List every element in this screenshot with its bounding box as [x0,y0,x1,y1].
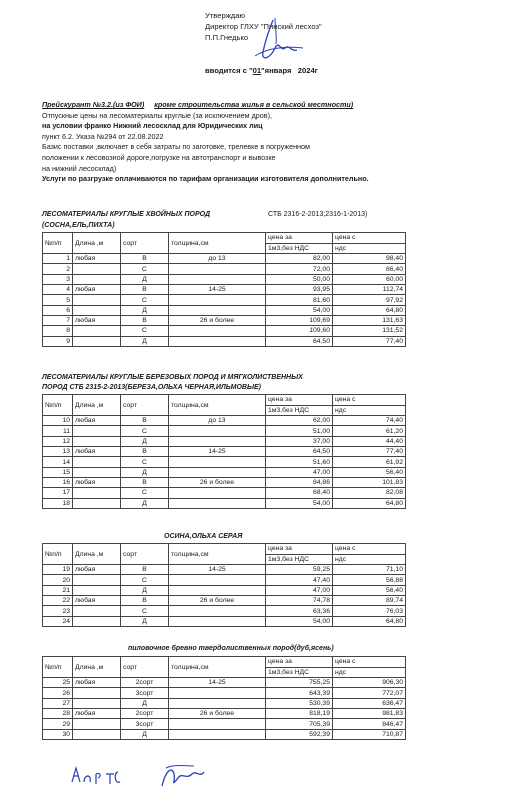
row-length [73,426,121,436]
row-number: 15 [43,467,73,477]
table-row [43,477,406,487]
table-row [43,488,406,498]
row-price-vat: 56,88 [333,575,406,585]
row-length [73,467,121,477]
table-row [43,315,406,325]
row-grade: В [121,416,169,426]
header-line-5: положении к лесовозной дороге,погрузке на автотранспорт и вывозке [42,152,276,162]
price-list-header [42,100,502,185]
table-row [43,285,406,295]
row-length: любая [73,477,121,487]
table-header-row [43,395,406,406]
row-number: 14 [43,457,73,467]
row-thickness: 26 и более [169,709,266,719]
table-row [43,709,406,719]
row-thickness: 26 и более [169,477,266,487]
section-4-title: пиловочное бревно твердолиственных пород(дуб,ясень) [128,645,334,652]
row-thickness [169,457,266,467]
row-grade: В [121,596,169,606]
row-grade: Д [121,467,169,477]
col-price-vat-header: цена с [333,544,406,555]
approval-line-3: П.П.Гнедько [205,33,249,42]
row-price-vat: 61,92 [333,457,406,467]
col-price-no-vat-header: цена за [266,395,333,406]
row-number: 12 [43,436,73,446]
row-price-vat: 101,83 [333,477,406,487]
row-length [73,488,121,498]
col-length-header: Длина ,м [73,395,121,416]
row-thickness [169,719,266,729]
row-length [73,436,121,446]
row-thickness [169,326,266,336]
col-length-header: Длина ,м [73,544,121,565]
row-thickness: 14-25 [169,678,266,688]
row-thickness: до 13 [169,416,266,426]
table-row [43,436,406,446]
row-price-vat: 76,03 [333,606,406,616]
table-row [43,336,406,346]
row-number: 16 [43,477,73,487]
table-row [43,616,406,626]
table-row [43,565,406,575]
table-row [43,678,406,688]
row-thickness [169,295,266,305]
row-price-no-vat: 51,60 [266,457,333,467]
row-grade: Д [121,698,169,708]
col-price-no-vat-header-2: 1м3,без НДС [266,405,333,416]
row-price-vat: 710,87 [333,729,406,739]
row-grade: С [121,575,169,585]
table-row [43,698,406,708]
col-price-no-vat-header-2: 1м3,без НДС [266,243,333,254]
row-price-vat: 906,30 [333,678,406,688]
row-number: 1 [43,254,73,264]
col-price-vat-header-2: ндс [333,405,406,416]
row-length [73,264,121,274]
row-length [73,575,121,585]
row-thickness: 14-25 [169,447,266,457]
row-length: любая [73,678,121,688]
row-price-vat: 44,40 [333,436,406,446]
row-thickness [169,575,266,585]
table-row [43,596,406,606]
row-grade: В [121,254,169,264]
row-price-vat: 131,52 [333,326,406,336]
row-length: любая [73,285,121,295]
row-number: 7 [43,315,73,325]
row-grade: 3сорт [121,688,169,698]
director-signature-icon [245,18,305,68]
row-number: 6 [43,305,73,315]
row-price-no-vat: 37,00 [266,436,333,446]
row-grade: Д [121,436,169,446]
row-price-vat: 56,40 [333,585,406,595]
table-row [43,585,406,595]
row-thickness: 14-25 [169,285,266,295]
row-thickness [169,498,266,508]
row-price-no-vat: 643,39 [266,688,333,698]
row-grade: Д [121,616,169,626]
row-thickness [169,264,266,274]
softwood-price-table [42,232,406,347]
table-row [43,498,406,508]
row-price-no-vat: 705,39 [266,719,333,729]
row-thickness: 26 и более [169,315,266,325]
row-number: 20 [43,575,73,585]
date-day: 01 [252,66,262,75]
table-row [43,305,406,315]
row-length [73,688,121,698]
col-price-vat-header-2: ндс [333,667,406,678]
header-line-4: Базис поставки ,включает в себя затраты по заготовке, трелевке в погруженном [42,142,310,152]
row-price-vat: 74,40 [333,416,406,426]
table-row [43,426,406,436]
row-length [73,326,121,336]
row-thickness: 26 и более [169,596,266,606]
col-thickness-header: толщина,см [169,395,266,416]
header-line-3: пункт 6.2. Указа №294 от 22.08.2022 [42,131,164,141]
col-price-vat-header-2: ндс [333,243,406,254]
row-price-vat: 71,10 [333,565,406,575]
row-length [73,616,121,626]
row-thickness [169,426,266,436]
row-grade: В [121,285,169,295]
row-length [73,457,121,467]
row-price-no-vat: 50,00 [266,274,333,284]
row-number: 28 [43,709,73,719]
hardwood-price-table [42,656,406,740]
row-number: 21 [43,585,73,595]
row-price-vat: 112,74 [333,285,406,295]
effective-date [205,66,318,75]
row-grade: В [121,477,169,487]
row-grade: 2сорт [121,678,169,688]
row-grade: В [121,565,169,575]
approval-line-1: Утверждаю [205,11,246,20]
row-number: 13 [43,447,73,457]
row-price-no-vat: 68,40 [266,488,333,498]
row-price-vat: 56,40 [333,467,406,477]
row-number: 11 [43,426,73,436]
row-length: любая [73,596,121,606]
row-grade: Д [121,585,169,595]
col-thickness-header: толщина,см [169,657,266,678]
row-thickness [169,688,266,698]
row-price-no-vat: 54,00 [266,498,333,508]
row-grade: 3сорт [121,719,169,729]
row-length: любая [73,565,121,575]
row-grade: Д [121,729,169,739]
header-line-2: на условии франко Нижний лесосклад для Юридических лиц [42,121,263,131]
col-grade-header: сорт [121,544,169,565]
row-price-no-vat: 64,50 [266,447,333,457]
row-number: 27 [43,698,73,708]
row-thickness [169,274,266,284]
row-length [73,336,121,346]
table-row [43,416,406,426]
date-prefix: вводится с " [205,66,253,75]
row-number: 4 [43,285,73,295]
col-price-no-vat-header: цена за [266,657,333,668]
table-row [43,575,406,585]
approval-line-2: Директор ГЛХУ "Пинский лесхоз" [205,22,322,31]
row-price-vat: 64,80 [333,305,406,315]
header-line-1: Отпускные цены на лесоматериалы круглые (за исключением дров), [42,110,272,120]
row-price-no-vat: 530,39 [266,698,333,708]
row-grade: С [121,264,169,274]
row-grade: С [121,606,169,616]
section-1-standard: СТБ 2316-2-2013;2316-1-2013) [268,211,368,218]
row-price-vat: 89,74 [333,596,406,606]
col-length-header: Длина ,м [73,657,121,678]
row-price-vat: 846,47 [333,719,406,729]
header-line-6: на нижний лесосклад) [42,163,117,173]
row-grade: С [121,457,169,467]
col-grade-header: сорт [121,657,169,678]
row-thickness [169,698,266,708]
table-row [43,606,406,616]
row-price-no-vat: 51,00 [266,426,333,436]
row-thickness [169,467,266,477]
row-price-vat: 64,80 [333,498,406,508]
row-length [73,585,121,595]
row-price-no-vat: 47,00 [266,585,333,595]
row-thickness [169,606,266,616]
footer-signature-icon [70,760,230,796]
row-price-no-vat: 109,69 [266,315,333,325]
row-price-vat: 97,92 [333,295,406,305]
row-price-no-vat: 84,86 [266,477,333,487]
row-thickness [169,436,266,446]
row-price-vat: 86,40 [333,264,406,274]
col-price-no-vat-header-2: 1м3,без НДС [266,554,333,565]
row-price-no-vat: 63,36 [266,606,333,616]
row-thickness [169,305,266,315]
date-mid: "января [261,66,292,75]
row-price-vat: 636,47 [333,698,406,708]
row-grade: С [121,488,169,498]
date-year: 2024г [297,66,318,75]
row-number: 10 [43,416,73,426]
table-row [43,729,406,739]
row-length [73,729,121,739]
row-thickness [169,729,266,739]
row-number: 26 [43,688,73,698]
row-length: любая [73,709,121,719]
section-1-subtitle: (СОСНА,ЕЛЬ,ПИХТА) [42,222,115,229]
row-thickness [169,488,266,498]
price-list-title: Прейскурант №3.2.(из ФОИ) [42,100,145,109]
row-grade: С [121,295,169,305]
table-row [43,326,406,336]
row-price-no-vat: 54,00 [266,305,333,315]
row-length: любая [73,416,121,426]
row-grade: 2сорт [121,709,169,719]
table-row [43,688,406,698]
row-number: 5 [43,295,73,305]
row-number: 8 [43,326,73,336]
row-price-no-vat: 592,39 [266,729,333,739]
row-price-vat: 64,80 [333,616,406,626]
row-length [73,274,121,284]
col-thickness-header: толщина,см [169,233,266,254]
row-price-no-vat: 64,50 [266,336,333,346]
table-row [43,295,406,305]
table-row [43,264,406,274]
table-header-row [43,544,406,555]
row-number: 22 [43,596,73,606]
row-price-vat: 77,40 [333,447,406,457]
row-price-no-vat: 755,25 [266,678,333,688]
section-1-title: ЛЕСОМАТЕРИАЛЫ КРУГЛЫЕ ХВОЙНЫХ ПОРОД [42,211,211,218]
row-number: 9 [43,336,73,346]
row-number: 18 [43,498,73,508]
row-grade: В [121,315,169,325]
row-price-vat: 98,40 [333,254,406,264]
row-price-vat: 772,07 [333,688,406,698]
row-grade: Д [121,336,169,346]
col-thickness-header: толщина,см [169,544,266,565]
table-row [43,467,406,477]
row-length: любая [73,447,121,457]
section-2-subtitle: ПОРОД СТБ 2315-2-2013(БЕРЕЗА,ОЛЬХА ЧЕРНАЯ,ИЛЬМОВЫЕ) [42,384,261,391]
col-num-header: №п/п [43,544,73,565]
row-price-no-vat: 54,00 [266,616,333,626]
row-grade: В [121,447,169,457]
col-price-no-vat-header-2: 1м3,без НДС [266,667,333,678]
row-price-no-vat: 72,00 [266,264,333,274]
row-thickness [169,616,266,626]
col-price-vat-header: цена с [333,233,406,244]
col-price-no-vat-header: цена за [266,544,333,555]
row-number: 25 [43,678,73,688]
row-price-no-vat: 82,00 [266,254,333,264]
row-price-no-vat: 81,60 [266,295,333,305]
row-price-no-vat: 109,60 [266,326,333,336]
row-thickness [169,336,266,346]
row-price-no-vat: 93,95 [266,285,333,295]
col-num-header: №п/п [43,233,73,254]
row-grade: С [121,426,169,436]
row-number: 2 [43,264,73,274]
row-number: 24 [43,616,73,626]
table-header-row [43,657,406,668]
col-grade-header: сорт [121,233,169,254]
row-price-no-vat: 74,78 [266,596,333,606]
col-price-vat-header-2: ндс [333,554,406,565]
row-number: 23 [43,606,73,616]
row-length: любая [73,254,121,264]
row-number: 30 [43,729,73,739]
header-line-7: Услуги по разгрузке оплачиваются по тарифам организации изготовителя дополнительно. [42,174,369,184]
section-2-title: ЛЕСОМАТЕРИАЛЫ КРУГЛЫЕ БЕРЕЗОВЫХ ПОРОД И МЯГКОЛИСТВЕННЫХ [42,374,303,381]
col-num-header: №п/п [43,657,73,678]
col-length-header: Длина ,м [73,233,121,254]
row-price-vat: 60,00 [333,274,406,284]
table-header-row [43,233,406,244]
row-length [73,606,121,616]
aspen-price-table [42,543,406,627]
row-grade: Д [121,305,169,315]
row-price-no-vat: 59,25 [266,565,333,575]
row-number: 3 [43,274,73,284]
row-length: любая [73,315,121,325]
row-price-no-vat: 47,00 [266,467,333,477]
row-price-vat: 61,20 [333,426,406,436]
col-price-vat-header: цена с [333,657,406,668]
row-number: 17 [43,488,73,498]
row-thickness [169,585,266,595]
price-list-title-note: кроме строительства жилья в сельской местности) [154,100,354,109]
row-length [73,719,121,729]
table-row [43,719,406,729]
row-length [73,295,121,305]
row-length [73,305,121,315]
row-thickness: до 13 [169,254,266,264]
section-3-title: ОСИНА,ОЛЬХА СЕРАЯ [164,533,243,540]
row-grade: Д [121,274,169,284]
row-thickness: 14-25 [169,565,266,575]
birch-price-table [42,394,406,509]
table-row [43,447,406,457]
table-row [43,254,406,264]
row-price-vat: 82,08 [333,488,406,498]
row-price-no-vat: 47,40 [266,575,333,585]
row-price-vat: 131,63 [333,315,406,325]
col-num-header: №п/п [43,395,73,416]
table-row [43,274,406,284]
col-grade-header: сорт [121,395,169,416]
row-grade: Д [121,498,169,508]
col-price-no-vat-header: цена за [266,233,333,244]
row-length [73,698,121,708]
row-price-no-vat: 62,00 [266,416,333,426]
row-price-no-vat: 818,19 [266,709,333,719]
row-number: 29 [43,719,73,729]
table-row [43,457,406,467]
row-length [73,498,121,508]
row-grade: С [121,326,169,336]
row-number: 19 [43,565,73,575]
row-price-vat: 77,40 [333,336,406,346]
row-price-vat: 981,83 [333,709,406,719]
col-price-vat-header: цена с [333,395,406,406]
